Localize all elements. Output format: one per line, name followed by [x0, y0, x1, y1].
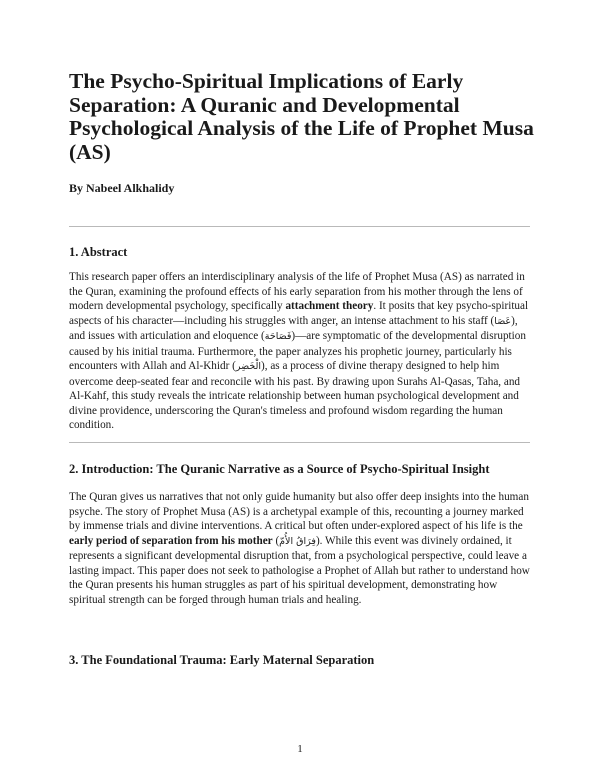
paper-title: The Psycho-Spiritual Implications of Early Separation: A Quranic and Developmental Psychological Analysis of the Life of Prophet Musa (AS) [69, 69, 534, 164]
arabic-term-staff: عَصَا [494, 315, 512, 327]
abstract-paragraph: This research paper offers an interdisciplinary analysis of the life of Prophet Musa (AS) as narrated in the Quran, examining the profound effects of his early separation from his mother through the lens of modern developmental psychology, specifically attachment theory. It posits that key psycho-spiritual aspects of his character—including his struggles with anger, an intense attachment to his staff (عَصَا), and issues with articulation and eloquence (فَصَاحَة)—are symptomatic of the developmental disruption caused by his initial trauma. Furthermore, the paper analyzes his prophetic journey, particularly his encounters with Allah and Al-Khidr (الْخَضِر), as a process of divine therapy designed to help him overcome deep-seated fear and reconcile with his past. By drawing upon Surahs Al-Qasas, Taha, and Al-Kahf, this study reveals the intricate relationship between human psychological development and divine providence, underscoring the Quran's timeless and profound wisdom regarding the human condition. [69, 271, 529, 431]
section-divider [69, 442, 530, 443]
arabic-term-separation: فِرَاقُ الأُمّ [279, 535, 316, 547]
page-number: 1 [297, 743, 303, 755]
emphasis-attachment-theory: attachment theory [285, 300, 374, 312]
introduction-heading: 2. Introduction: The Quranic Narrative as a Source of Psycho-Spiritual Insight [69, 462, 490, 476]
foundational-trauma-heading: 3. The Foundational Trauma: Early Maternal Separation [69, 653, 375, 667]
arabic-term-eloquence: فَصَاحَة [264, 331, 292, 342]
abstract-heading: 1. Abstract [69, 245, 128, 259]
section-divider [69, 226, 530, 227]
emphasis-early-separation: early period of separation from his mother [69, 534, 273, 547]
author-byline: By Nabeel Alkhalidy [69, 181, 175, 195]
introduction-paragraph: The Quran gives us narratives that not only guide humanity but also offer deep insights into the human psyche. The story of Prophet Musa (AS) is a archetypal example of this, recounting a journey marked by immense trials and divine interventions. A critical but often under-explored aspect of his life is the early period of separation from his mother (فِرَاقُ الأُمّ). While this event was divinely ordained, it represents a significant developmental disruption that, from a psychological perspective, could leave a lasting impact. This paper does not seek to pathologise a Prophet of Allah but rather to understand how the Quran presents his human struggles as part of his spiritual development, demonstrating how spiritual strength can be forged through human trials and healing. [69, 491, 530, 606]
arabic-term-khidr: الْخَضِر [235, 361, 262, 372]
